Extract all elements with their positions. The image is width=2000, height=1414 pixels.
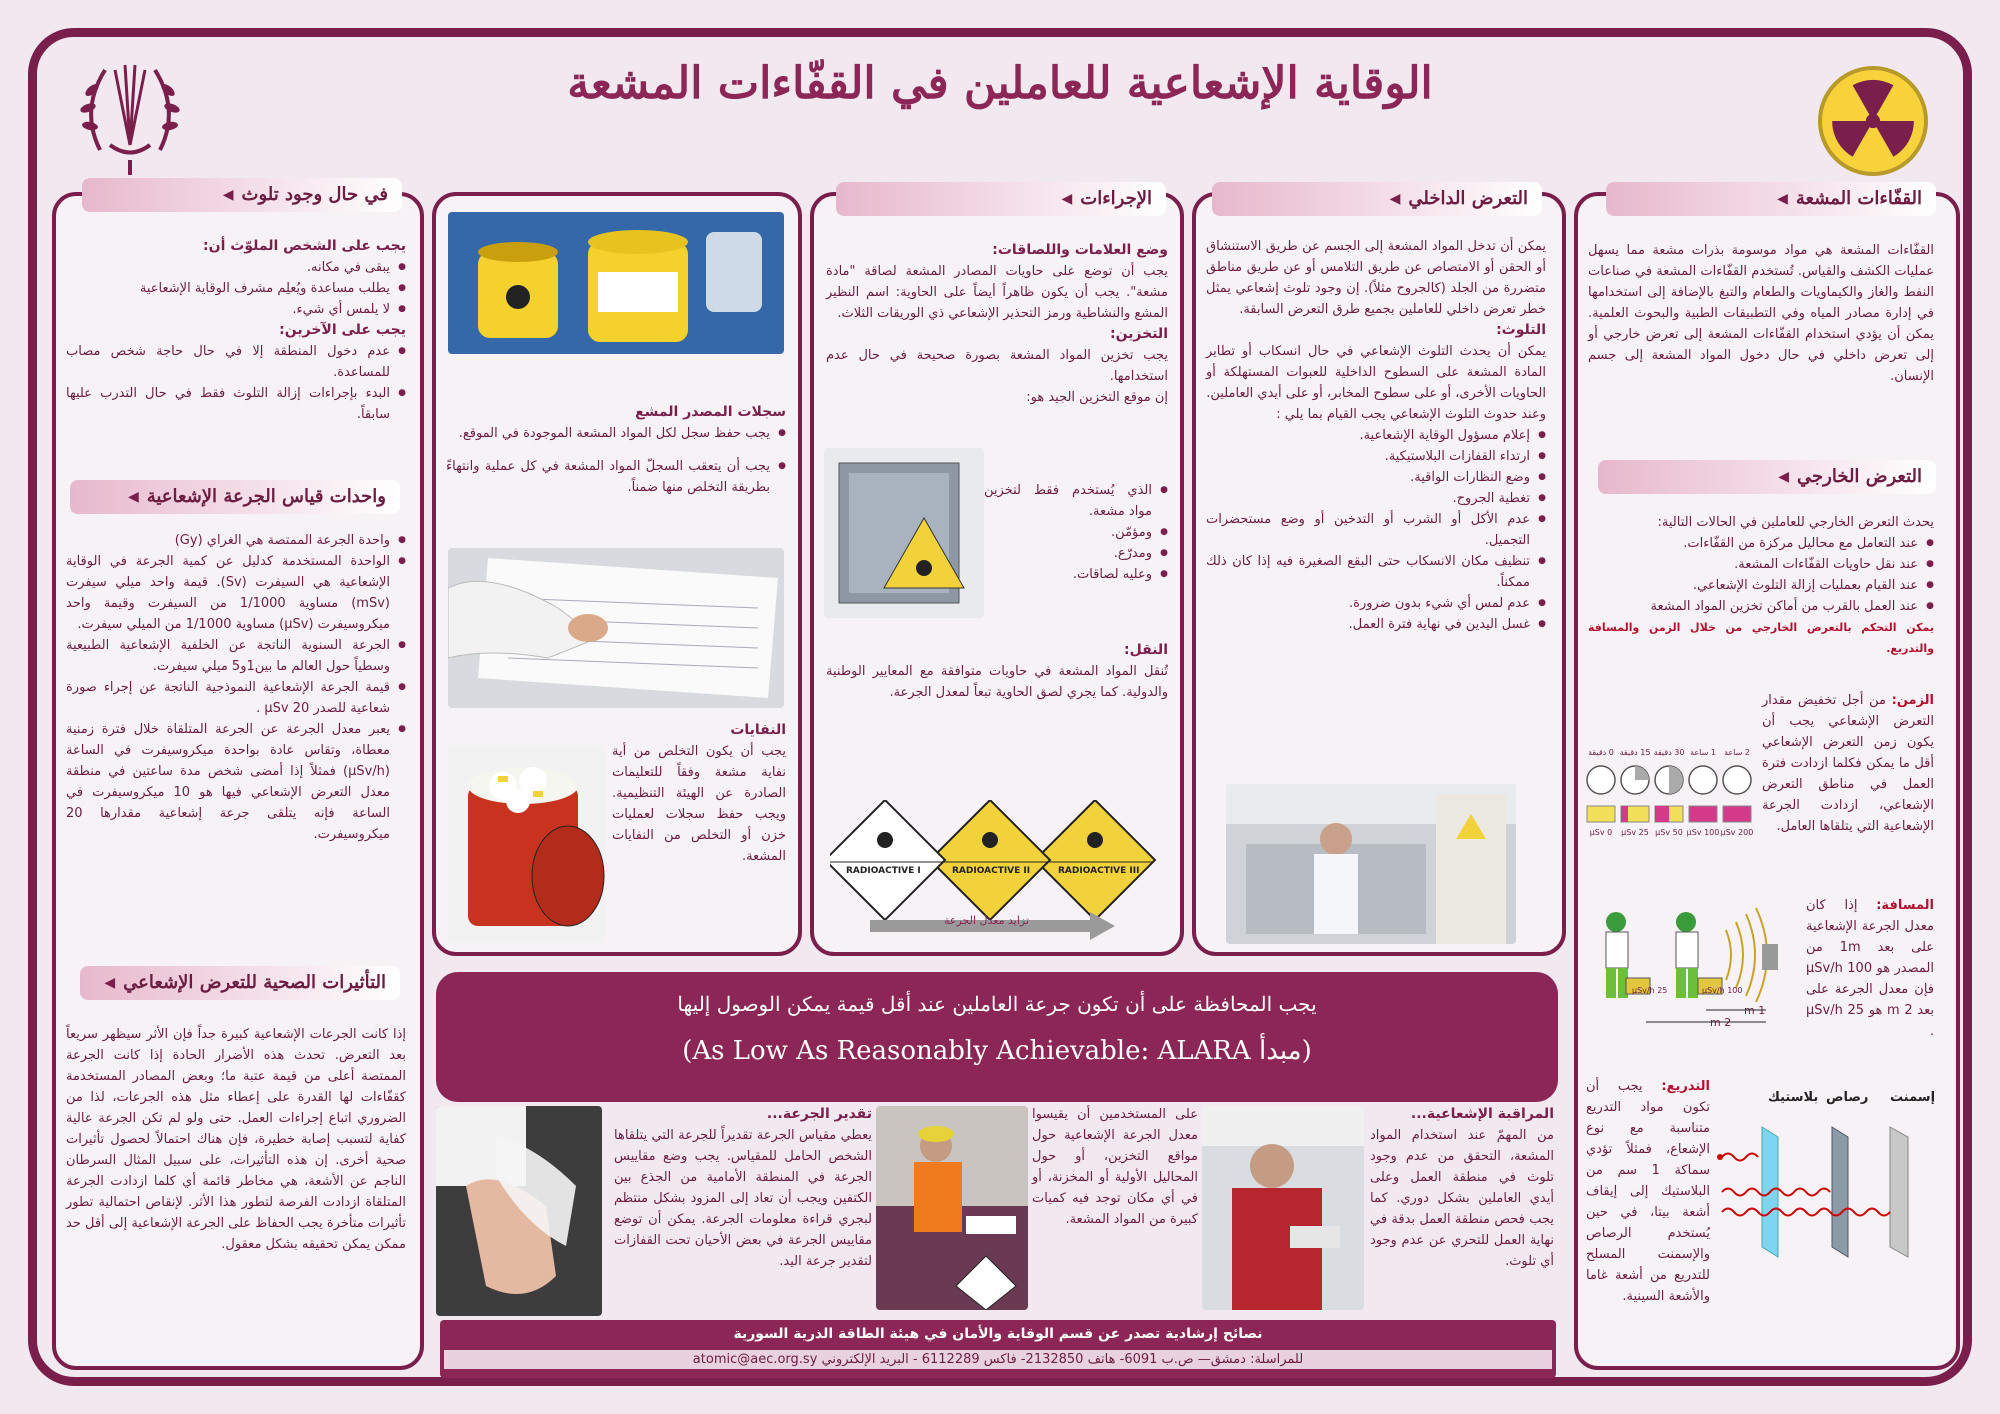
heading-internal-exposure: التعرض الداخلي ◀ (1212, 182, 1542, 216)
survey-meter-photo (1202, 1106, 1364, 1310)
shielding-section: التدريع: يجب أن تكون مواد التدريع متناسبة مع نوع الإشعاع، فمثلاً تؤدي سماكة 1 سم من البلاستيك إلى إيقاف أشعة بيتا، في حين يُستخدم الرصاص والإسمنت المسلح للتدريع من أشعة غاما والأشعة السينية. (1586, 1079, 1710, 1304)
records-list (446, 423, 786, 498)
heading-dose-units: واحدات قياس الجرعة الإشعاعية ◀ (70, 480, 400, 514)
list-item: ● تغطية الجروح. (1206, 488, 1546, 509)
list-item: ● الجرعة السنوية الناتجة عن الخلفية الإشعاعية الطبيعية وسطياً حول العالم ما بين1و5 ميلي سيفرت. (66, 635, 406, 677)
arrow-icon: ◀ (1061, 191, 1073, 207)
worker-figure-icon (1606, 912, 1628, 998)
arrow-icon: ◀ (104, 975, 116, 991)
list-item: ● يطلب مساعدة ويُعلِم مشرف الوقاية الإشعاعية (66, 278, 406, 299)
worker-figure-icon (1676, 912, 1698, 998)
monitoring-text-2: على المستخدمين أن يقيسوا معدل الجرعة الإشعاعية حول مواقع التخزين، أو حول المحاليل الأولية أو المخزنة، أو في أي مكان توجد فيه كميات كبيرة من المواد المشعة. (1032, 1107, 1198, 1227)
poster-title: الوقاية الإشعاعية للعاملين في القفّاءات المشعة (567, 58, 1433, 109)
heading-procedures: الإجراءات ◀ (836, 182, 1166, 216)
distance-mark: 1 m (1744, 1004, 1766, 1017)
arrow-icon: ◀ (1389, 191, 1401, 207)
source-containers-photo (448, 212, 784, 354)
list-item: ● عدم لمس أي شيء بدون ضرورة. (1206, 593, 1546, 614)
list-item: ● تنظيف مكان الانسكاب حتى البقع الصغيرة فيه إذا كان ذلك ممكناً. (1206, 551, 1546, 593)
list-item: ● عند العمل بالقرب من أماكن تخزين المواد المشعة (1588, 596, 1934, 617)
list-item: ● وعليه لصاقات. (984, 564, 1168, 585)
list-item: ● البدء بإجراءات إزالة التلوث فقط في حال التدرب عليها سابقاً. (66, 383, 406, 425)
dose-label: 0 µSv (1589, 828, 1613, 837)
monitoring-text: المراقبة الإشعاعية... من المهمّ عند استخدام المواد المشعة، التحقق من عدم وجود تلوث في منطقة العمل وعلى أيدي العاملين بشكل دوري. كما يجب فحص منطقة العمل بدقة في نهاية العمل للتحري عن عدم وجود أي تلوث. (1370, 1106, 1554, 1269)
radioactive-label-ii-icon (930, 800, 1050, 920)
list-item: ● ارتداء القفازات البلاستيكية. (1206, 446, 1546, 467)
health-effects-text: إذا كانت الجرعات الإشعاعية كبيرة جداً فإن الأثر سيظهر سريعاً بعد التعرض. تحدث هذه الأضرار الحادة إذا كانت الجرعة الممتصة أعلى من قيمة عتبة ما؛ وبعض المصادر المستخدمة كقفّاءات لها القدرة على إعطاء مثل هذه الجرعات، لذا من الضروري اتباع إجراءات العمل. حتى ولو لم تكن الجرعة عالية كفاية لتسبب إصابة خطيرة، فإن هناك احتمالاً لحصول تأثيرات صحية أخرى. إن هذه التأثيرات، على سبيل المثال السرطان الناجم عن الأشعة، هي مخاطر قائمة أي كلما ازدادت الجرعة المتلقاة ازدادت الفرصة لتطور هذا الأثر. لإنقاص احتمالية تطور تأثيرات متأخرة يجب الحفاظ على الجرعة الإشعاعية إلى أقل حد ممكن يمكن تحقيقه بشكل معقول. (66, 1027, 406, 1252)
alara-banner (436, 972, 1558, 1102)
contamination-text: يجب على الشخص الملوّث أن: ● يبقى في مكانه. ● يطلب مساعدة ويُعلِم مشرف الوقاية الإشعاعية ● لا يلمس أي شيء. يجب على الآخرين: ● عدم دخول المنطقة إلا في حال حاجة شخص مصاب للمساعدة. ● البدء بإجراءات إزالة التلوث فقط في حال التدرب عليها سابقاً. (66, 236, 406, 425)
lab-worker-photo (1226, 784, 1516, 944)
shield-material-label: رصاص (1826, 1090, 1869, 1105)
dose-estimate-text: تقدير الجرعة... يعطي مقياس الجرعة تقديراً للجرعة التي يتلقاها الشخص الحامل للمقياس. يجب وضع مقاييس الجرعة في المنطقة الأمامية من الجذع بين الكتفين ويجب أن تعاد إلى المزود بشكل منتظم لبجري قراءة معلومات الجرعة. يمكن أن توضع مقاييس الجرعة في بعض الأحيان تحت القفازات لتقدير جرعة اليد. (614, 1106, 872, 1269)
timer-label: 1 ساعة (1690, 748, 1716, 757)
heading-external-exposure: التعرض الخارجي ◀ (1598, 460, 1936, 494)
internal-exposure-text: يمكن أن تدخل المواد المشعة إلى الجسم عن طريق الاستنشاق أو الحقن أو الامتصاص عن طريق التلامس أو عن طريق مناطق متضررة من الجلد (كالجروح مثلاً). إن وجود تلوث إشعاعي يمثل خطر تعرض داخلي للعاملين بجميع طرق التعرض السابقة. التلوث: يمكن أن يحدث التلوث الإشعاعي في حال انسكاب أو تطاير المادة المشعة على السطوح الداخلية للعبوات المستهلكة أو الحاويات الأخرى، أو على سطوح المخابر، أو على أيدي العاملين. وعند حدوث التلوث الإشعاعي يجب القيام بما يلي : ● إعلام مسؤول الوقاية الإشعاعية. ● ارتداء القفازات البلاستيكية. ● وضع النظارات الواقية. ● تغطية الجروح. ● عدم الأكل أو الشرب أو التدخين أو وضع مستحضرات التجميل. ● تنظيف مكان الانسكاب حتى البقع الصغيرة فيه إذا كان ذلك ممكناً. ● عدم لمس أي شيء بدون ضرورة. ● غسل اليدين في نهاية فترة العمل. (1206, 236, 1546, 635)
external-exposure-list (1588, 533, 1934, 617)
contaminated-person-list (66, 257, 406, 320)
distance-mark: 2 m (1710, 1016, 1732, 1029)
arrow-icon: ◀ (222, 187, 234, 203)
dose-rate-mark: 100 µSv/h (1702, 986, 1743, 995)
stopwatch-icons (1584, 760, 1754, 800)
dose-label: 50 µSv (1655, 828, 1683, 837)
waste-bin-photo (448, 746, 606, 942)
timer-label: 15 دقيقة (1619, 748, 1651, 757)
arrow-icon: ◀ (1778, 469, 1790, 485)
timer-label: 0 دقيقة (1588, 748, 1614, 757)
list-item: ● الواحدة المستخدمة كدليل عن كمية الجرعة في الوقاية الإشعاعية هي السيفرت (Sv). قيمة واحد ميلي سيفرت (mSv) مساوية 1/1000 من السيفرت وقيمة واحد ميكروسيفرت (µSv) مساوية 1/1000 من الميلي سيفرت. (66, 551, 406, 635)
heading-tracers: القفّاءات المشعة ◀ (1606, 182, 1936, 216)
waste-text: النفايات يجب أن يكون التخلص من أية نفاية مشعة وفقاً للتعليمات الصادرة عن الهيئة التنظيمية. ويجب حفظ سجلات لعمليات خزن أو التخلص من النفايات المشعة. (612, 722, 786, 864)
list-item: ● يعبر معدل الجرعة عن الجرعة المتلقاة خلال فترة زمنية معطاة، وتقاس عادة بواحدة ميكروسيفرت في الساعة (µSv/h) فمثلاً إذا أمضى شخص مدة ساعتين في منطقة معدل التعرض الإشعاعي فيها هو 10 ميكروسيفرت في الساعة فإنه يتلقى جرعة إشعاعية مقدارها 20 ميكروسيفرت. (66, 719, 406, 845)
timer-label: 2 ساعة (1724, 748, 1750, 757)
aec-laurel-logo-icon (70, 50, 190, 180)
heading-contamination: في حال وجود تلوث ◀ (82, 178, 402, 212)
list-item: ● عدم الأكل أو الشرب أو التدخين أو وضع مستحضرات التجميل. (1206, 509, 1546, 551)
dose-bars (1584, 804, 1754, 826)
list-item: ● عند نقل حاويات القفّاءات المشعة. (1588, 554, 1934, 575)
list-item: ● عدم دخول المنطقة إلا في حال حاجة شخص مصاب للمساعدة. (66, 341, 406, 383)
control-note: يمكن التحكم بالتعرض الخارجي من خلال الزمن والمسافة والتدريع. (1588, 621, 1934, 655)
list-item: ● ومؤمّن. (984, 522, 1168, 543)
shield-material-label: إسمنت (1890, 1090, 1936, 1105)
records-text: سجلات المصدر المشع ● يجب حفظ سجل لكل المواد المشعة الموجودة في الموقع. ● يجب أن يتعقب السجلّ المواد المشعة في كل عملية وانتهاءً بطريقة التخلص منها ضمناً. (446, 402, 786, 498)
label-text: RADIOACTIVE I (846, 866, 921, 876)
list-item: ● إعلام مسؤول الوقاية الإشعاعية. (1206, 425, 1546, 446)
arrow-icon: ◀ (1777, 191, 1788, 207)
safe-storage-photo (824, 448, 984, 618)
transport-text: النقل: تُنقل المواد المشعة في حاويات متوافقة مع المعايير الوطنية والدولية. كما يجري لصق الحاوية تبعاً لمعدل الجرعة. (826, 642, 1168, 700)
time-section: الزمن: من أجل تخفيض مقدار التعرض الإشعاعي يجب أن يكون زمن التعرض الإشعاعي أقل ما يمكن فكلما ازدادت فترة العمل في مناطق التعرض الإشعاعي، ازدادت الجرعة الإشعاعية التي يتلقاها العامل. (1762, 693, 1935, 834)
heading-health-effects: التأثيرات الصحية للتعرض الإشعاعي ◀ (80, 966, 400, 1000)
dose-label: 25 µSv (1621, 828, 1649, 837)
list-item: ● واحدة الجرعة الممتصة هي الغراي (Gy) (66, 530, 406, 551)
footer-issuer: نصائح إرشادية تصدر عن قسم الوقاية والأمان في هيئة الطاقة الذرية السورية (733, 1326, 1263, 1342)
label-text: RADIOACTIVE III (1058, 866, 1140, 876)
list-item: ● يبقى في مكانه. (66, 257, 406, 278)
list-item: ● لا يلمس أي شيء. (66, 299, 406, 320)
timer-label: 30 دقيقة (1653, 748, 1685, 757)
logbook-writing-photo (448, 548, 784, 708)
footer-contact: للمراسلة: دمشق— ص.ب 6091- هاتف 2132850- فاكس 6112289 - البريد الإلكتروني atomic@aec.org.sy (444, 1350, 1552, 1369)
list-item: ● يجب حفظ سجل لكل المواد المشعة الموجودة في الموقع. (446, 423, 786, 444)
dose-label: 100 µSv (1686, 828, 1720, 837)
list-item: ● ومدرّع. (984, 543, 1168, 564)
list-item: ● قيمة الجرعة الإشعاعية النموذجية الناتجة عن إجراء صورة شعاعية للصدر 20 µSv . (66, 677, 406, 719)
list-item: ● الذي يُستخدم فقط لتخزين مواد مشعة. (984, 480, 1168, 522)
alara-line-1: يجب المحافظة على أن تكون جرعة العاملين عند أقل قيمة يمكن الوصول إليها (677, 992, 1317, 1016)
radiation-trefoil-icon (1818, 66, 1928, 176)
dose-label: 200 µSv (1720, 828, 1754, 837)
storage-list (984, 480, 1168, 585)
list-item: ● وضع النظارات الواقية. (1206, 467, 1546, 488)
others-list (66, 341, 406, 425)
label-text: RADIOACTIVE II (952, 866, 1031, 876)
radioactive-label-iii-icon (1035, 800, 1155, 920)
list-item: ● عند التعامل مع محاليل مركزة من القفّاءات. (1588, 533, 1934, 554)
list-item: ● عند القيام بعمليات إزالة التلوث الإشعاعي. (1588, 575, 1934, 596)
external-exposure-text: يحدث التعرض الخارجي للعاملين في الحالات التالية: ● عند التعامل مع محاليل مركزة من القفّاءات. ● عند نقل حاويات القفّاءات المشعة. ● عند القيام بعمليات إزالة التلوث الإشعاعي. ● عند العمل بالقرب من أماكن تخزين المواد المشعة يمكن التحكم بالتعرض الخارجي من خلال الزمن والمسافة والتدريع. (1588, 512, 1934, 659)
increasing-dose-caption: تزايد معدل الجرعة (944, 914, 1030, 927)
timer-row (1584, 748, 1754, 848)
alara-line-2: (As Low As Reasonably Achievable: ALARA مبدأ) (682, 1036, 1312, 1066)
list-item: ● غسل اليدين في نهاية فترة العمل. (1206, 614, 1546, 635)
list-item: ● يجب أن يتعقب السجلّ المواد المشعة في كل عملية وانتهاءً بطريقة التخلص منها ضمناً. (446, 456, 786, 498)
tracers-text: القفّاءات المشعة هي مواد موسومة بذرات مشعة مما يسهل عمليات الكشف والقياس. تُستخدم القفّاءات المشعة في صناعات النفط والغاز والكيماويات والطعام والتبغ بالإضافة إلى استخدامها في إدارة مصادر المياه وفي التطبيقات الطبية والبحوث العلمية. يمكن أن يؤدي استخدام القفّاءات المشعة إلى تعرض خارجي أو إلى تعرض داخلي في حال دخول المواد المشعة إلى جسم الإنسان. (1588, 243, 1934, 384)
contamination-steps-list (1206, 425, 1546, 635)
distance-section: المسافة: إذا كان معدل الجرعة الإشعاعية على بعد 1m من المصدر هو 100 µSv/h فإن معدل الجرعة على بعد 2 m هو 25 µSv/h . (1806, 898, 1935, 1039)
shielding-diagram (1712, 1112, 1932, 1272)
dose-rate-mark: 25 µSv/h (1632, 986, 1668, 995)
dose-units-list (66, 530, 406, 845)
worker-with-barrel-photo (876, 1106, 1028, 1310)
procedures-text: وضع العلامات واللصاقات: يجب أن توضع على حاويات المصادر المشعة لصاقة "مادة مشعة". يجب أن يكون ظاهراً أيضاً على الحاوية: اسم النظير المشع والنشاطية ورمز التحذير الإشعاعي ذي الوريقات الثلاث. التخزين: يجب تخزين المواد المشعة بصورة صحيحة في حال عدم استخدامها. إن موقع التخزين الجيد هو: (826, 242, 1168, 405)
radioactive-label-i-icon (830, 800, 945, 920)
arrow-icon: ◀ (127, 489, 139, 505)
shield-material-label: بلاستيك (1768, 1090, 1819, 1105)
transport-labels (830, 800, 1160, 930)
footer (440, 1320, 1556, 1378)
gloved-hands-photo (436, 1106, 602, 1316)
